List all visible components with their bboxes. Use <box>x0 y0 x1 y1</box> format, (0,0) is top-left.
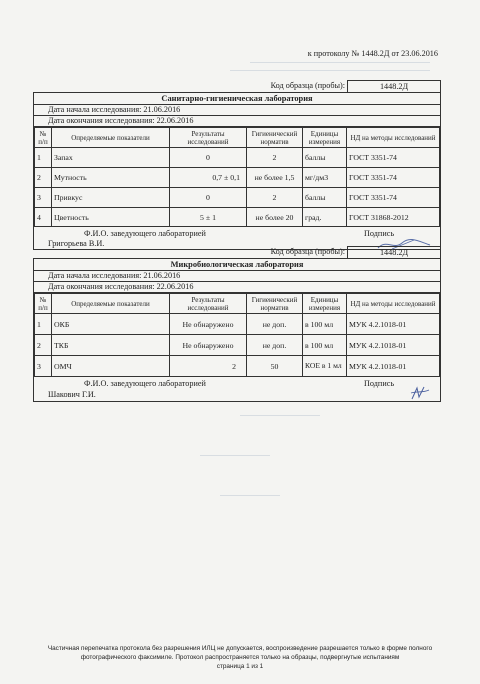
head-name: Шакович Г.И. <box>48 390 96 399</box>
table-row <box>35 208 440 227</box>
column-header: № п/п <box>35 294 52 314</box>
column-header: НД на методы исследований <box>347 294 440 314</box>
method: ГОСТ 31868-2012 <box>347 208 440 227</box>
method: МУК 4.2.1018-01 <box>347 335 440 356</box>
start-date: Дата начала исследования: 21.06.2016 <box>34 105 440 116</box>
table-row <box>35 314 440 335</box>
norm: 50 <box>247 356 303 377</box>
norm: не более 20 <box>247 208 303 227</box>
table-header-row <box>35 128 440 148</box>
result: 2 <box>170 356 247 377</box>
unit: град. <box>303 208 347 227</box>
column-header: НД на методы исследований <box>347 128 440 148</box>
unit: КОЕ в 1 мл <box>303 356 347 377</box>
signature-label: Подпись <box>364 229 395 238</box>
method: ГОСТ 3351-74 <box>347 188 440 208</box>
footer-note <box>40 644 440 671</box>
norm: 2 <box>247 148 303 168</box>
row-number: 2 <box>35 335 52 356</box>
table-row <box>35 148 440 168</box>
column-header: Определяемые показатели <box>52 294 170 314</box>
row-number: 2 <box>35 168 52 188</box>
row-number: 3 <box>35 356 52 377</box>
indicator: Привкус <box>52 188 170 208</box>
column-header: Гигиенический норматив <box>247 294 303 314</box>
indicator: Мутность <box>52 168 170 188</box>
unit: мг/дм3 <box>303 168 347 188</box>
result: 0,7 ± 0,1 <box>170 168 247 188</box>
table-row <box>35 188 440 208</box>
sanitary-lab-title: Санитарно-гигиеническая лаборатория <box>34 93 440 105</box>
row-number: 1 <box>35 148 52 168</box>
column-header: Определяемые показатели <box>52 128 170 148</box>
end-date: Дата окончания исследования: 22.06.2016 <box>34 116 440 127</box>
sample-code-row-sanitary <box>33 80 441 92</box>
column-header: № п/п <box>35 128 52 148</box>
method: МУК 4.2.1018-01 <box>347 314 440 335</box>
head-label: Ф.И.О. заведующего лабораторией <box>84 379 206 388</box>
footer-line-2: фотографического факсимиле. Протокол распространяется только на образцы, подвергнутые испытаниям <box>80 654 400 661</box>
footer-line-1: Частичная перепечатка протокола без разрешения ИЛЦ не допускается, воспроизведение разрешается только в форме полного <box>47 645 433 652</box>
micro-lab-section <box>33 258 441 402</box>
result: 5 ± 1 <box>170 208 247 227</box>
sample-code-label: Код образца (пробы): <box>270 81 345 90</box>
indicator: ОКБ <box>52 314 170 335</box>
sanitary-lab-section <box>33 92 441 250</box>
sample-code-value: 1448.2Д <box>347 80 441 93</box>
result: 0 <box>170 188 247 208</box>
norm: не доп. <box>247 314 303 335</box>
page-number: страница 1 из 1 <box>216 663 264 670</box>
unit: в 100 мл <box>303 335 347 356</box>
unit: баллы <box>303 188 347 208</box>
row-number: 1 <box>35 314 52 335</box>
column-header: Единицы измерения <box>303 294 347 314</box>
micro-results-table <box>34 293 440 377</box>
column-header: Результаты исследований <box>170 294 247 314</box>
table-row <box>35 168 440 188</box>
indicator: ОМЧ <box>52 356 170 377</box>
indicator: Запах <box>52 148 170 168</box>
indicator: Цветность <box>52 208 170 227</box>
unit: баллы <box>303 148 347 168</box>
head-name: Григорьева В.И. <box>48 239 105 248</box>
table-header-row <box>35 294 440 314</box>
row-number: 3 <box>35 188 52 208</box>
sample-code-value: 1448.2Д <box>347 246 441 259</box>
indicator: ТКБ <box>52 335 170 356</box>
norm: не доп. <box>247 335 303 356</box>
sample-code-label: Код образца (пробы): <box>270 247 345 256</box>
table-row <box>35 335 440 356</box>
micro-lab-title: Микробиологическая лаборатория <box>34 259 440 271</box>
norm: не более 1,5 <box>247 168 303 188</box>
row-number: 4 <box>35 208 52 227</box>
protocol-reference: к протоколу № 1448.2Д от 23.06.2016 <box>307 49 438 58</box>
result: Не обнаружено <box>170 314 247 335</box>
head-label: Ф.И.О. заведующего лабораторией <box>84 229 206 238</box>
method: ГОСТ 3351-74 <box>347 168 440 188</box>
method: МУК 4.2.1018-01 <box>347 356 440 377</box>
lab-head-block <box>34 377 440 401</box>
signature-image <box>409 385 431 401</box>
unit: в 100 мл <box>303 314 347 335</box>
column-header: Результаты исследований <box>170 128 247 148</box>
column-header: Гигиенический норматив <box>247 128 303 148</box>
column-header: Единицы измерения <box>303 128 347 148</box>
sample-code-row-micro <box>33 246 441 258</box>
signature-label: Подпись <box>364 379 395 388</box>
method: ГОСТ 3351-74 <box>347 148 440 168</box>
end-date: Дата окончания исследования: 22.06.2016 <box>34 282 440 293</box>
norm: 2 <box>247 188 303 208</box>
table-row <box>35 356 440 377</box>
start-date: Дата начала исследования: 21.06.2016 <box>34 271 440 282</box>
result: Не обнаружено <box>170 335 247 356</box>
result: 0 <box>170 148 247 168</box>
sanitary-results-table <box>34 127 440 227</box>
